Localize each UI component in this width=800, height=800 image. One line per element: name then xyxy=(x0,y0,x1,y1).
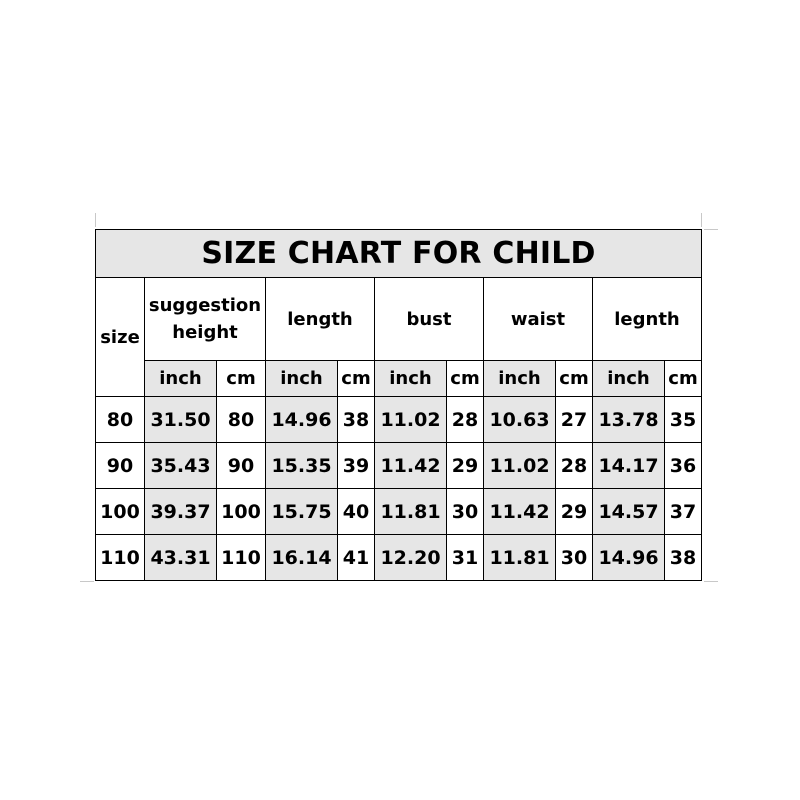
inch-value: 14.96 xyxy=(266,397,338,443)
cm-value: 40 xyxy=(338,489,375,535)
group-header-legnth: legnth xyxy=(593,278,702,361)
cm-value: 90 xyxy=(217,443,266,489)
corner-mark-right-top xyxy=(704,229,718,230)
unit-header-inch: inch xyxy=(266,361,338,397)
table-row xyxy=(96,535,702,581)
corner-mark-right-bottom xyxy=(704,581,718,582)
inch-value: 11.02 xyxy=(484,443,556,489)
inch-value: 12.20 xyxy=(375,535,447,581)
size-header: size xyxy=(96,278,145,397)
cm-value: 100 xyxy=(217,489,266,535)
table-row xyxy=(96,489,702,535)
inch-value: 15.35 xyxy=(266,443,338,489)
group-header-waist: waist xyxy=(484,278,593,361)
corner-mark-left-bottom xyxy=(80,581,94,582)
cm-value: 29 xyxy=(447,443,484,489)
unit-header-cm: cm xyxy=(556,361,593,397)
cm-value: 39 xyxy=(338,443,375,489)
size-value: 110 xyxy=(96,535,145,581)
table-row xyxy=(96,443,702,489)
inch-value: 43.31 xyxy=(145,535,217,581)
cm-value: 30 xyxy=(447,489,484,535)
group-header-bust: bust xyxy=(375,278,484,361)
cm-value: 36 xyxy=(665,443,702,489)
inch-value: 14.57 xyxy=(593,489,665,535)
cm-value: 38 xyxy=(665,535,702,581)
inch-value: 31.50 xyxy=(145,397,217,443)
cm-value: 31 xyxy=(447,535,484,581)
inch-value: 11.02 xyxy=(375,397,447,443)
inch-value: 11.42 xyxy=(375,443,447,489)
chart-title: SIZE CHART FOR CHILD xyxy=(96,230,702,278)
inch-value: 35.43 xyxy=(145,443,217,489)
unit-header-inch: inch xyxy=(145,361,217,397)
unit-header-inch: inch xyxy=(484,361,556,397)
inch-value: 14.96 xyxy=(593,535,665,581)
inch-value: 11.81 xyxy=(484,535,556,581)
inch-value: 16.14 xyxy=(266,535,338,581)
size-value: 80 xyxy=(96,397,145,443)
size-value: 90 xyxy=(96,443,145,489)
unit-header-cm: cm xyxy=(217,361,266,397)
table-row xyxy=(96,397,702,443)
cm-value: 38 xyxy=(338,397,375,443)
unit-header-cm: cm xyxy=(338,361,375,397)
cm-value: 30 xyxy=(556,535,593,581)
inch-value: 11.42 xyxy=(484,489,556,535)
cm-value: 110 xyxy=(217,535,266,581)
unit-header-inch: inch xyxy=(593,361,665,397)
group-header-suggestion-height: suggestion height xyxy=(145,278,266,361)
cm-value: 80 xyxy=(217,397,266,443)
unit-header-inch: inch xyxy=(375,361,447,397)
inch-value: 14.17 xyxy=(593,443,665,489)
inch-value: 11.81 xyxy=(375,489,447,535)
corner-mark-top-right xyxy=(701,213,702,227)
cm-value: 28 xyxy=(447,397,484,443)
inch-value: 39.37 xyxy=(145,489,217,535)
cm-value: 37 xyxy=(665,489,702,535)
cm-value: 35 xyxy=(665,397,702,443)
cm-value: 28 xyxy=(556,443,593,489)
cm-value: 41 xyxy=(338,535,375,581)
size-chart-body xyxy=(96,397,702,581)
unit-header-cm: cm xyxy=(447,361,484,397)
cm-value: 27 xyxy=(556,397,593,443)
unit-header-cm: cm xyxy=(665,361,702,397)
group-header-length: length xyxy=(266,278,375,361)
inch-value: 13.78 xyxy=(593,397,665,443)
inch-value: 10.63 xyxy=(484,397,556,443)
size-value: 100 xyxy=(96,489,145,535)
size-chart-table xyxy=(95,229,702,581)
inch-value: 15.75 xyxy=(266,489,338,535)
cm-value: 29 xyxy=(556,489,593,535)
corner-mark-top-left xyxy=(95,213,96,227)
